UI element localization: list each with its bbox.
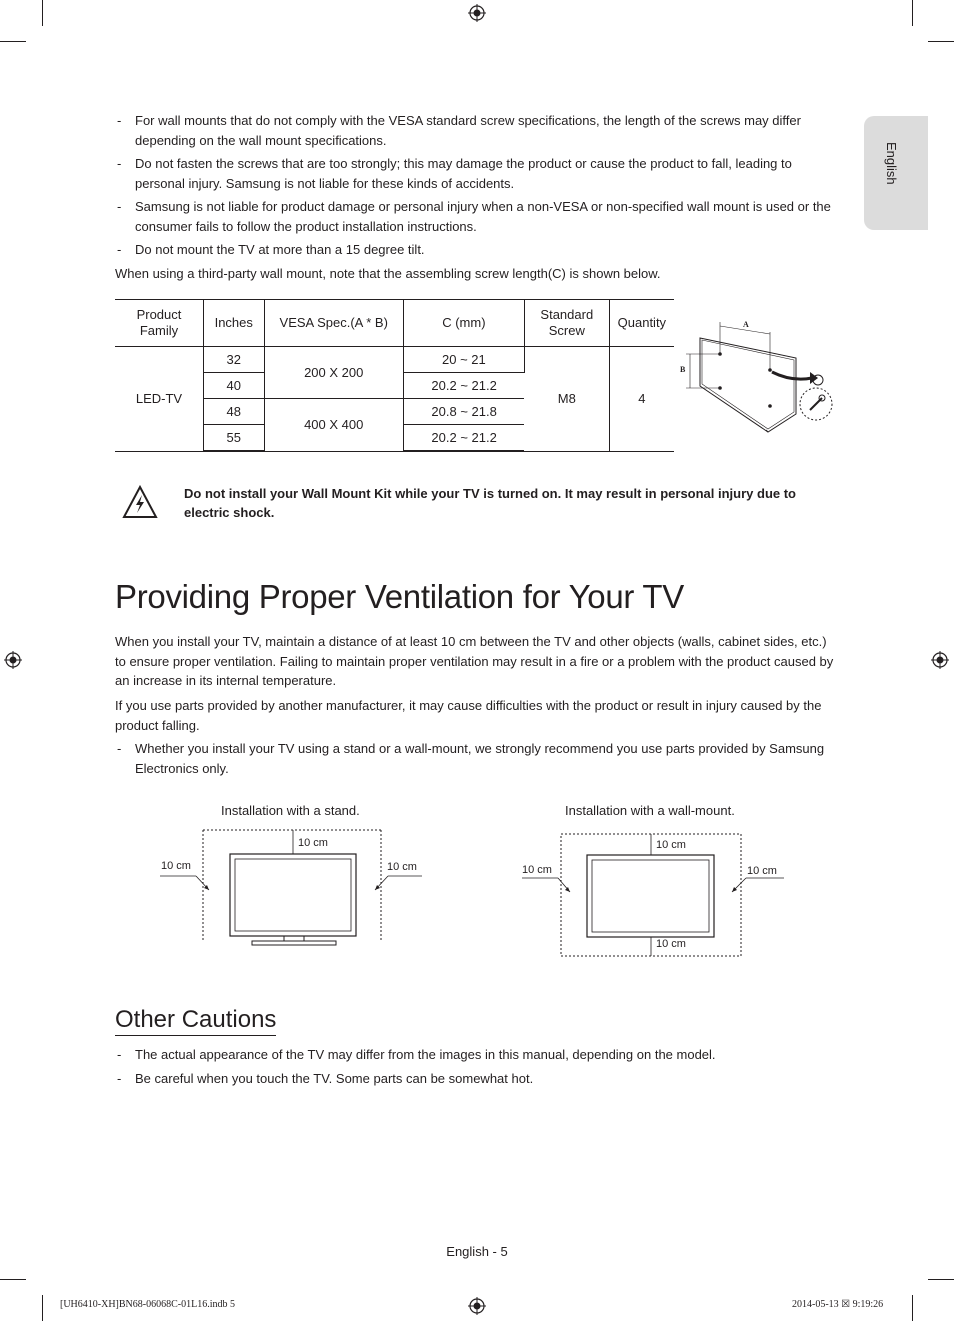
list-item: [115, 240, 835, 260]
crop-mark: [928, 1279, 954, 1280]
table-header: Inches: [203, 300, 264, 347]
crop-mark: [42, 0, 43, 26]
distance-label: 10 cm: [747, 865, 777, 877]
bullet-dash: -: [117, 1047, 122, 1062]
table-cell-vesa: 400 X 400: [264, 399, 403, 452]
list-item: [115, 154, 835, 193]
table-header: Standard Screw: [524, 300, 609, 347]
distance-label: 10 cm: [298, 837, 328, 849]
dimension-label-a: A: [743, 320, 749, 329]
table-row: [115, 347, 674, 373]
bullet-dash: -: [117, 242, 122, 257]
list-item: [115, 739, 837, 778]
distance-label: 10 cm: [656, 839, 686, 851]
table-header: C (mm): [403, 300, 524, 347]
table-cell-c: 20.8 ~ 21.8: [403, 399, 524, 425]
crop-mark: [42, 1295, 43, 1321]
registration-mark-icon: [4, 651, 22, 669]
stand-diagram-title: Installation with a stand.: [221, 803, 360, 818]
crop-mark: [912, 0, 913, 26]
registration-mark-icon: [468, 4, 486, 22]
screw-length-note: When using a third-party wall mount, note that the assembling screw length(C) is shown below.: [115, 266, 661, 281]
bullet-text: Samsung is not liable for product damage or personal injury when a non-VESA or non-specified wall mount is used or the consumer fails to follow the product installation instructions.: [135, 199, 831, 234]
page-number: English - 5: [446, 1244, 508, 1259]
table-header: Product Family: [115, 300, 203, 347]
table-cell-screw: M8: [524, 347, 609, 452]
dimension-label-b: B: [680, 365, 686, 374]
bullet-dash: -: [117, 1071, 122, 1086]
warning-text: Do not install your Wall Mount Kit while your TV is turned on. It may result in personal injury due to electric shock.: [184, 486, 797, 520]
wall-diagram-title: Installation with a wall-mount.: [565, 803, 735, 818]
distance-label: 10 cm: [522, 864, 552, 876]
crop-mark: [912, 1295, 913, 1321]
table-cell-inches: 55: [203, 425, 264, 452]
table-cell-quantity: 4: [609, 347, 674, 452]
table-header: Quantity: [609, 300, 674, 347]
list-item: [115, 197, 835, 236]
language-tab: [864, 116, 928, 230]
distance-label: 10 cm: [387, 861, 417, 873]
table-cell-c: 20.2 ~ 21.2: [403, 425, 524, 452]
bullet-dash: -: [117, 199, 122, 214]
distance-label: 10 cm: [161, 860, 191, 872]
section-title-ventilation: Providing Proper Ventilation for Your TV: [115, 578, 684, 615]
ventilation-paragraph: If you use parts provided by another manufacturer, it may cause difficulties with the product or result in injury caused by the product falling.: [115, 698, 822, 733]
list-item: [115, 1045, 835, 1065]
bullet-dash: -: [117, 113, 122, 128]
bullet-dash: -: [117, 156, 122, 171]
registration-mark-icon: [931, 651, 949, 669]
wall-installation-diagram: [520, 832, 790, 960]
table-cell-product-family: LED-TV: [115, 347, 203, 452]
screw-spec-table: [115, 299, 674, 452]
registration-mark-icon: [468, 1297, 486, 1315]
bullet-text: Whether you install your TV using a stand or a wall-mount, we strongly recommend you use parts provided by Samsung Electronics only.: [135, 741, 825, 776]
wall-mount-diagram: [676, 312, 836, 434]
bullet-dash: -: [117, 741, 122, 756]
crop-mark: [928, 41, 954, 42]
crop-mark: [0, 1279, 26, 1280]
print-file-info: [UH6410-XH]BN68-06068C-01L16.indb 5: [60, 1299, 235, 1310]
print-date: 2014-05-13 ☒ 9:19:26: [792, 1299, 884, 1310]
list-item: [115, 1069, 835, 1089]
distance-label: 10 cm: [656, 938, 686, 950]
stand-installation-diagram: [160, 826, 430, 946]
bullet-text: Do not fasten the screws that are too strongly; this may damage the product or cause the product to fall, leading to personal injury. Samsung is not liable for these kinds of accidents.: [135, 156, 792, 191]
language-tab-label: English: [884, 142, 899, 185]
section-title-other-cautions: Other Cautions: [115, 1006, 276, 1036]
table-cell-c: 20.2 ~ 21.2: [403, 373, 524, 399]
bullet-text: The actual appearance of the TV may differ from the images in this manual, depending on the model.: [135, 1047, 716, 1062]
table-cell-c: 20 ~ 21: [403, 347, 524, 373]
bullet-text: Do not mount the TV at more than a 15 degree tilt.: [135, 242, 425, 257]
list-item: [115, 111, 835, 150]
crop-mark: [0, 41, 26, 42]
bullet-text: Be careful when you touch the TV. Some parts can be somewhat hot.: [135, 1071, 534, 1086]
table-header: VESA Spec.(A * B): [264, 300, 403, 347]
bullet-text: For wall mounts that do not comply with the VESA standard screw specifications, the length of the screws may differ depending on the wall mount specifications.: [135, 113, 801, 148]
table-cell-inches: 48: [203, 399, 264, 425]
table-cell-vesa: 200 X 200: [264, 347, 403, 399]
ventilation-paragraph: When you install your TV, maintain a distance of at least 10 cm between the TV and other objects (walls, cabinet sides, etc.) to ensure proper ventilation. Failing to maintain proper ventilation may result in a fire or a problem with the product caused by an increase in its internal temperature.: [115, 634, 834, 688]
table-cell-inches: 40: [203, 373, 264, 399]
table-cell-inches: 32: [203, 347, 264, 373]
warning-icon: [122, 485, 158, 519]
